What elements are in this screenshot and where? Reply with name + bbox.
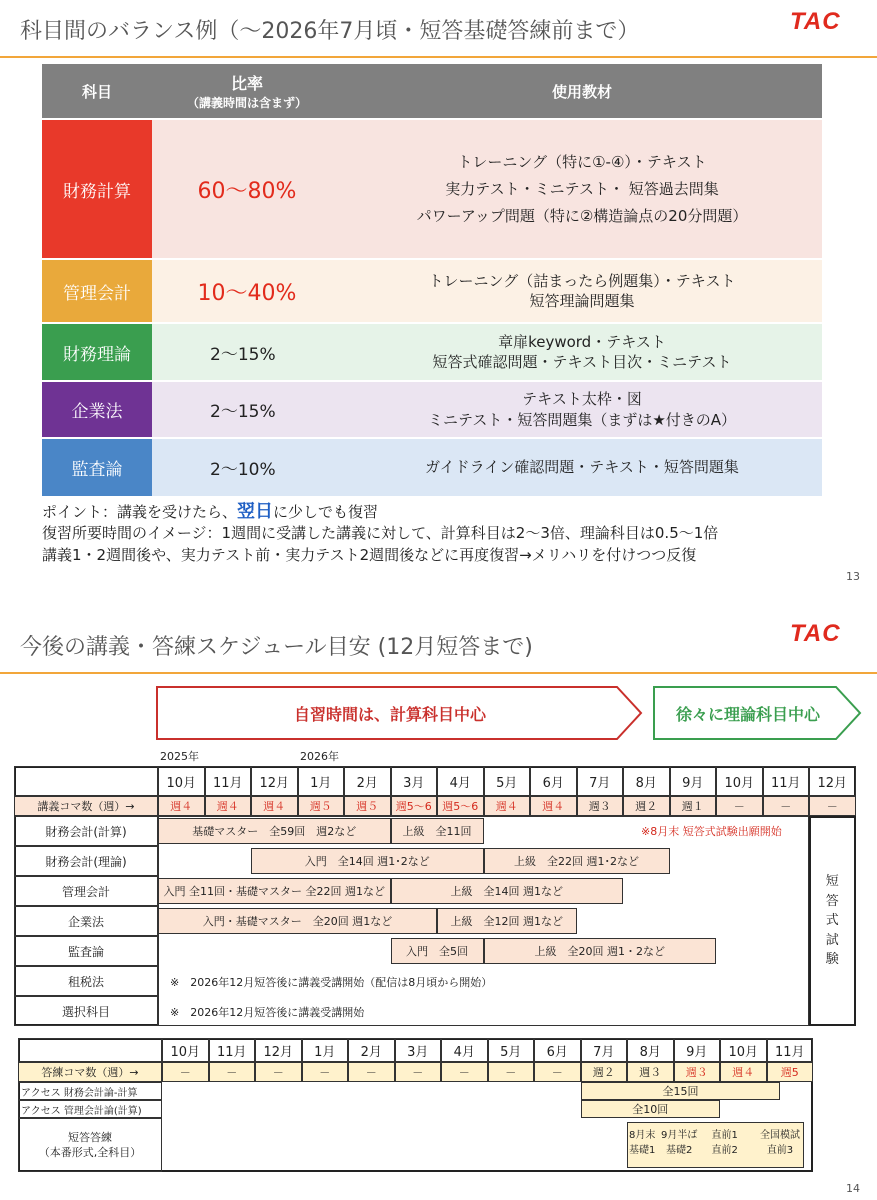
subject-cell: 監査論: [42, 439, 152, 496]
material-line: トレーニング（詰まったら例題集）・テキスト: [428, 271, 736, 290]
material-line: テキスト太枠・図: [522, 390, 642, 409]
month-cell: 7月: [577, 766, 624, 796]
exam-label-char: 短: [825, 874, 839, 890]
tanto-item: [760, 1128, 800, 1158]
lecture-count-label: 講義コマ数（週）→: [14, 796, 158, 816]
fa-theory-bar-intro: 入門 全14回 週1･2など: [251, 848, 484, 874]
tanto-item: [629, 1128, 655, 1158]
exam-label-char: 験: [825, 952, 839, 968]
year-2026: 2026年: [300, 750, 339, 763]
fa-calc-bar-advanced: 上級 全11回: [391, 818, 484, 844]
header-ratio: [152, 64, 342, 118]
subject-cell: 財務理論: [42, 324, 152, 380]
ratio-cell: 10～40%: [152, 260, 342, 322]
month-cell: 11月: [205, 766, 252, 796]
tanto-label-sub: （本番形式,全科目）: [38, 1146, 142, 1159]
header-materials: 使用教材: [342, 64, 822, 118]
fa-calc-note: ※8月末 短答式試験出願開始: [641, 825, 782, 838]
tanto-label-main: 短答答練: [68, 1130, 112, 1144]
drill-month-cell: 5月: [488, 1038, 535, 1062]
drill-count-cell: －: [348, 1062, 395, 1082]
tac-logo: TAC: [790, 620, 841, 647]
drill-month-cell: 3月: [395, 1038, 442, 1062]
page13-title: 科目間のバランス例（～2026年7月頃・短答基礎答練前まで）: [20, 19, 640, 44]
drill-count-cell: －: [209, 1062, 256, 1082]
subject-row-label: 監査論: [14, 936, 158, 966]
materials-cell: [342, 382, 822, 437]
subject-row-label: 企業法: [14, 906, 158, 936]
month-cell: 3月: [391, 766, 438, 796]
ratio-cell: 60～80%: [152, 120, 342, 258]
access-fa-bar: 全15回: [581, 1082, 781, 1100]
lecture-count-cell: 週４: [484, 796, 531, 816]
ratio-cell: 2～15%: [152, 324, 342, 380]
drill-count-cell: 週２: [581, 1062, 628, 1082]
month-cell: 1月: [298, 766, 345, 796]
point-prefix: ポイント：講義を受けたら、: [42, 503, 238, 521]
subject-row-label: 管理会計: [14, 876, 158, 906]
month-cell: 11月: [763, 766, 810, 796]
access-mgmt-label: アクセス 管理会計論(計算): [18, 1100, 162, 1118]
self-study-arrow-text: 自習時間は、計算科目中心: [293, 704, 486, 724]
lecture-count-cell: －: [809, 796, 856, 816]
tanto-item-top: 直前1: [711, 1130, 738, 1141]
lecture-count-cell: 週４: [530, 796, 577, 816]
subject-cell: 企業法: [42, 382, 152, 437]
exam-column: [809, 816, 856, 1026]
material-line: トレーニング（特に①-④）・テキスト: [457, 152, 707, 171]
drill-month-cell: 11月: [767, 1038, 814, 1062]
year-2025: 2025年: [160, 750, 199, 763]
subject-row-label: 租税法: [14, 966, 158, 996]
subject-cell: 管理会計: [42, 260, 152, 322]
lecture-count-cell: －: [716, 796, 763, 816]
review-time-note: 復習所要時間のイメージ：1週間に受講した講義に対して、計算科目は2～3倍、理論科目は0.5～1倍: [42, 524, 719, 542]
lecture-count-cell: 週２: [623, 796, 670, 816]
drill-month-cell: 1月: [302, 1038, 349, 1062]
month-cell: 12月: [251, 766, 298, 796]
material-line: 章扉keyword・テキスト: [498, 332, 666, 351]
access-fa-label: アクセス 財務会計論-計算: [18, 1082, 162, 1100]
month-cell: 8月: [623, 766, 670, 796]
month-cell: 5月: [484, 766, 531, 796]
drill-count-label: 答練コマ数（週）→: [18, 1062, 162, 1082]
drill-month-cell: 6月: [534, 1038, 581, 1062]
lecture-count-cell: 週４: [251, 796, 298, 816]
drill-month-cell: 10月: [162, 1038, 209, 1062]
materials-cell: [342, 324, 822, 380]
page14-title: 今後の講義・答練スケジュール目安 (12月短答まで): [20, 635, 533, 660]
header-ratio-note: （講義時間は含まず）: [186, 96, 307, 110]
drill-month-cell: 9月: [674, 1038, 721, 1062]
drill-month-cell: 8月: [627, 1038, 674, 1062]
ratio-cell: 2～15%: [152, 382, 342, 437]
lecture-count-cell: －: [763, 796, 810, 816]
law-bar-basic: 入門・基礎マスター 全20回 週1など: [158, 908, 437, 934]
drill-count-cell: －: [255, 1062, 302, 1082]
fa-calc-bar-basic: 基礎マスター 全59回 週2など: [158, 818, 391, 844]
header-ratio-label: 比率: [230, 74, 263, 93]
drill-count-cell: －: [534, 1062, 581, 1082]
tanto-item-top: 全国模試: [760, 1130, 800, 1141]
drill-month-header-blank: [18, 1038, 162, 1062]
audit-bar-advanced: 上級 全20回 週1・2など: [484, 938, 717, 964]
tanto-item-bottom: 直前3: [766, 1145, 794, 1156]
month-cell: 6月: [530, 766, 577, 796]
drill-month-cell: 7月: [581, 1038, 628, 1062]
audit-bar-intro: 入門 全5回: [391, 938, 484, 964]
lecture-count-cell: 週5～6: [437, 796, 484, 816]
month-cell: 2月: [344, 766, 391, 796]
tanto-item-top: 9月半ば: [661, 1130, 698, 1141]
tanto-item-bottom: 基礎2: [666, 1145, 693, 1156]
exam-label-char: 式: [825, 913, 839, 929]
lecture-count-cell: 週５: [344, 796, 391, 816]
tanto-item: [661, 1128, 697, 1158]
material-line: 実力テスト・ミニテスト・ 短答過去問集: [445, 179, 719, 198]
drill-month-cell: 2月: [348, 1038, 395, 1062]
material-line: 短答理論問題集: [529, 292, 635, 310]
drill-count-cell: －: [488, 1062, 535, 1082]
materials-cell: [342, 439, 822, 496]
mgmt-bar-advanced: 上級 全14回 週1など: [391, 878, 624, 904]
subject-row-label: 財務会計(計算): [14, 816, 158, 846]
materials-cell: [342, 260, 822, 322]
month-cell: 4月: [437, 766, 484, 796]
drill-count-cell: －: [395, 1062, 442, 1082]
tac-logo: TAC: [790, 8, 841, 35]
title-underline: [0, 56, 877, 58]
header-subject: 科目: [42, 64, 152, 118]
page-number: 13: [846, 570, 860, 583]
material-line: パワーアップ問題（特に②構造論点の20分問題）: [416, 206, 748, 225]
drill-count-cell: 週３: [674, 1062, 721, 1082]
lecture-count-cell: 週５: [298, 796, 345, 816]
tanto-item: [712, 1128, 738, 1158]
ratio-cell: 2～10%: [152, 439, 342, 496]
lecture-count-cell: 週5～6: [391, 796, 438, 816]
lecture-count-cell: 週４: [158, 796, 205, 816]
tanto-item-bottom: 基礎1: [629, 1145, 656, 1156]
month-cell: 10月: [716, 766, 763, 796]
month-cell: 9月: [670, 766, 717, 796]
drill-count-cell: －: [162, 1062, 209, 1082]
drill-month-cell: 12月: [255, 1038, 302, 1062]
drill-count-cell: 週４: [720, 1062, 767, 1082]
theory-arrow-text: 徐々に理論科目中心: [675, 704, 820, 724]
lecture-count-cell: 週１: [670, 796, 717, 816]
tanto-item-bottom: 直前2: [711, 1145, 738, 1156]
subject-cell: 財務計算: [42, 120, 152, 258]
drill-month-cell: 4月: [441, 1038, 488, 1062]
law-bar-advanced: 上級 全12回 週1など: [437, 908, 577, 934]
drill-count-cell: －: [302, 1062, 349, 1082]
point-suffix: に少しでも復習: [273, 503, 379, 521]
fa-theory-bar-advanced: 上級 全22回 週1･2など: [484, 848, 670, 874]
tanto-label: [18, 1118, 162, 1172]
repeat-review-note: 講義1・2週間後や、実力テスト前・実力テスト2週間後などに再度復習→メリハリを付けつつ反復: [42, 546, 697, 564]
mgmt-bar-basic: 入門 全11回・基礎マスター 全22回 週1など: [158, 878, 391, 904]
point-note: [42, 500, 378, 524]
elective-note: ※ 2026年12月短答後に講義受講開始: [170, 1006, 365, 1019]
material-line: ミニテスト・短答問題集（まずは★付きのA）: [427, 410, 737, 429]
subject-row-label: 選択科目: [14, 996, 158, 1026]
tax-note: ※ 2026年12月短答後に講義受講開始（配信は8月頃から開始）: [170, 976, 493, 989]
tanto-item-top: 8月末: [629, 1130, 656, 1141]
title-underline: [0, 672, 877, 674]
drill-month-cell: 10月: [720, 1038, 767, 1062]
material-line: ガイドライン確認問題・テキスト・短答問題集: [425, 458, 739, 476]
drill-count-cell: 週5: [767, 1062, 814, 1082]
subject-row-label: 財務会計(理論): [14, 846, 158, 876]
drill-count-cell: 週３: [627, 1062, 674, 1082]
material-line: 短答式確認問題・テキスト目次・ミニテスト: [432, 353, 732, 371]
month-cell: 12月: [809, 766, 856, 796]
page-number: 14: [846, 1182, 860, 1195]
point-highlight: 翌日: [237, 501, 274, 522]
drill-count-cell: －: [441, 1062, 488, 1082]
lecture-count-cell: 週３: [577, 796, 624, 816]
exam-label-char: 答: [825, 893, 839, 909]
lecture-count-cell: 週４: [205, 796, 252, 816]
drill-month-cell: 11月: [209, 1038, 256, 1062]
materials-cell: [342, 120, 822, 258]
month-header-blank: [14, 766, 158, 796]
access-mgmt-bar: 全10回: [581, 1100, 721, 1118]
month-cell: 10月: [158, 766, 205, 796]
exam-label-char: 試: [825, 932, 839, 948]
